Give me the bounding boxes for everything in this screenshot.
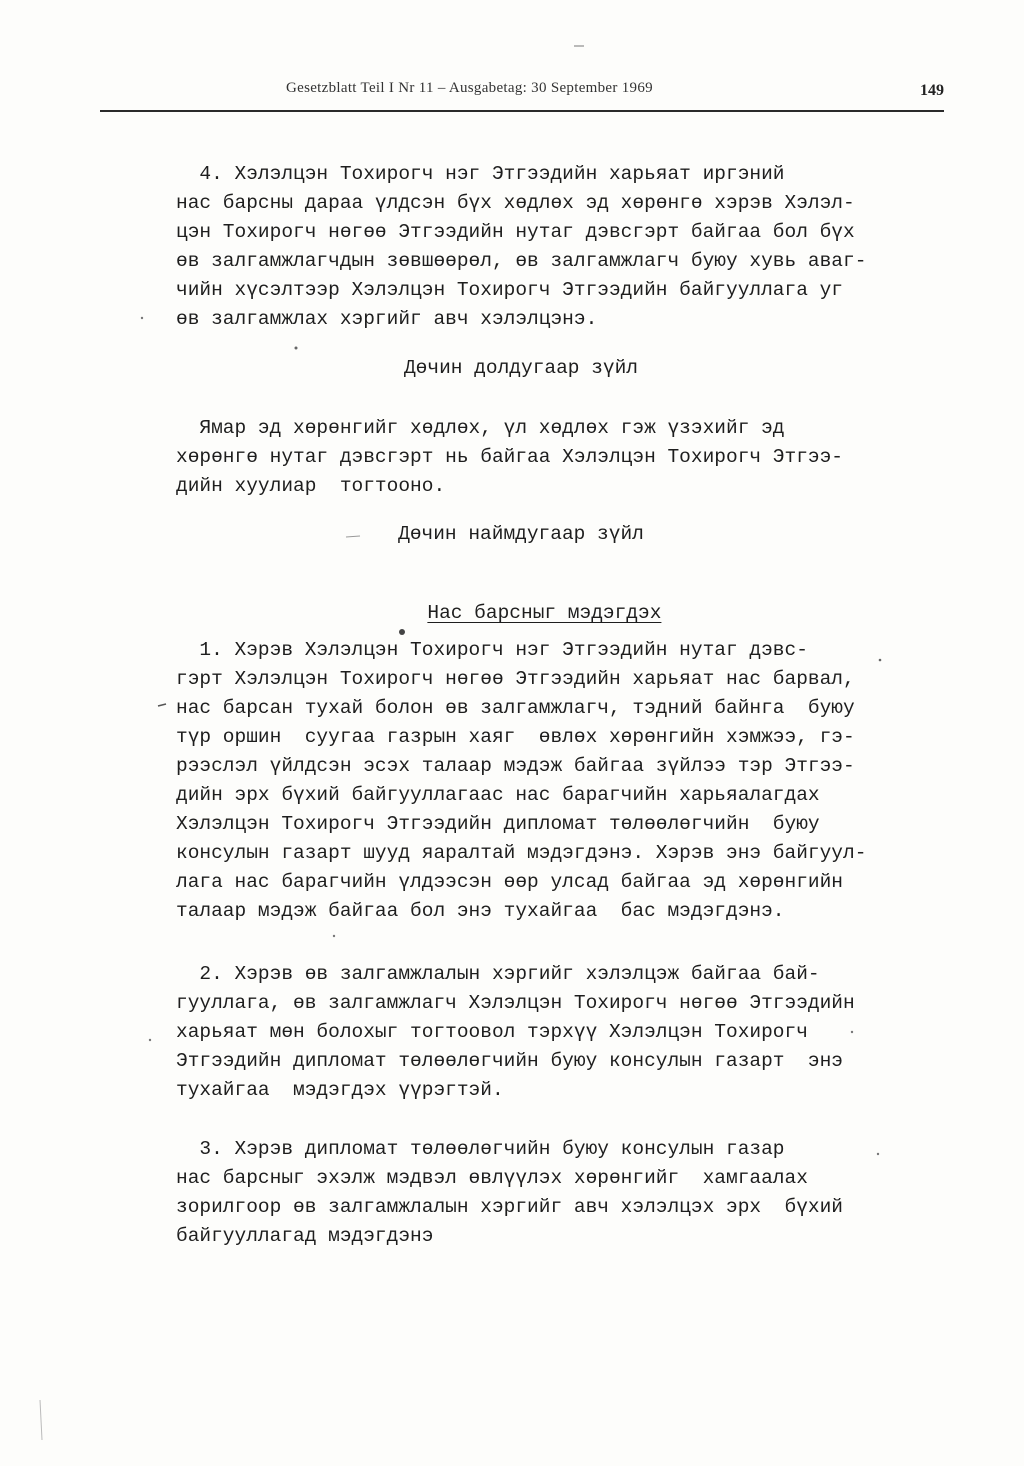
text-line: 2. Хэрэв өв залгамжлалын хэргийг хэлэлцэж байгаа бай- — [176, 963, 820, 985]
scan-speck — [879, 659, 882, 662]
article-48-point-2 — [176, 960, 866, 1105]
article-47-heading: Дөчин долдугаар зүйл — [403, 357, 639, 379]
text-line: гэрт Хэлэлцэн Тохирогч нөгөө Этгээдийн харьяат нас барвал, — [176, 668, 855, 690]
text-line: гууллага, өв залгамжлагч Хэлэлцэн Тохирогч нөгөө Этгээдийн — [176, 992, 855, 1014]
scan-speck — [877, 1153, 879, 1155]
text-line: 4. Хэлэлцэн Тохирогч нэг Этгээдийн харьяат иргэний — [176, 163, 785, 185]
text-line: байгууллагад мэдэгдэнэ — [176, 1225, 434, 1247]
text-line: нас барсны дараа үлдсэн бүх хөдлөх эд хөрөнгө хэрэв Хэлэл- — [176, 192, 855, 214]
text-line: лага нас барагчийн үлдээсэн өөр улсад байгаа эд хөрөнгийн — [176, 871, 844, 893]
scan-speck — [295, 347, 298, 350]
page-number: 149 — [920, 82, 944, 99]
text-line: өв залгамжлагчдын зөвшөөрөл, өв залгамжлагч буюу хувь аваг- — [176, 250, 867, 272]
text-line: харьяат мөн болохыг тогтоовол тэрхүү Хэлэлцэн Тохирогч — [176, 1021, 808, 1043]
text-line: Хэлэлцэн Тохирогч Этгээдийн дипломат төлөөлөгчийн буюу — [176, 813, 820, 835]
text-line: түр оршин суугаа газрын хаяг өвлөх хөрөнгийн хэмжээ, гэ- — [176, 726, 855, 748]
text-line: 1. Хэрэв Хэлэлцэн Тохирогч нэг Этгээдийн нутаг дэвс- — [176, 639, 808, 661]
text-line: дийн хуулиар тогтооно. — [176, 475, 446, 497]
scan-speck — [158, 704, 166, 706]
text-line: Ямар эд хөрөнгийг хөдлөх, үл хөдлөх гэж үзэхийг эд — [176, 417, 785, 439]
text-line: талаар мэдэж байгаа бол энэ тухайгаа бас мэдэгдэнэ. — [176, 900, 785, 922]
text-line: зорилгоор өв залгамжлалын хэргийг авч хэлэлцэх эрх бүхий — [176, 1196, 844, 1218]
text-line: дийн эрх бүхий байгууллагаас нас барагчийн харьяалагдах — [176, 784, 820, 806]
subtitle-text: Нас барсныг мэдэгдэх — [427, 602, 662, 624]
article-47-body — [176, 414, 866, 501]
text-line: нас барсныг эхэлж мэдвэл өвлүүлэх хөрөнгийг хамгаалах — [176, 1167, 808, 1189]
article-48-point-1 — [176, 636, 866, 926]
text-line: хөрөнгө нутаг дэвсгэрт нь байгаа Хэлэлцэн Тохирогч Этгээ- — [176, 446, 844, 468]
text-line: Этгээдийн дипломат төлөөлөгчийн буюу консулын газарт энэ — [176, 1050, 844, 1072]
text-line: нас барсан тухай болон өв залгамжлагч, тэдний байнга буюу — [176, 697, 855, 719]
article-48-subtitle — [176, 570, 866, 624]
scan-speck — [40, 1400, 42, 1440]
text-line: тухайгаа мэдэгдэх үүрэгтэй. — [176, 1079, 504, 1101]
paragraph-4 — [176, 160, 866, 334]
text-line: рээслэл үйлдсэн эсэх талаар мэдэж байгаа зүйлээ тэр Этгээ- — [176, 755, 855, 777]
scan-speck — [333, 935, 335, 937]
text-line: 3. Хэрэв дипломат төлөөлөгчийн буюу консулын газар — [176, 1138, 785, 1160]
article-48-point-3 — [176, 1135, 866, 1251]
header-title: Gesetzblatt Teil I Nr 11 – Ausgabetag: 30 September 1969 — [286, 80, 653, 96]
article-48-heading: Дөчин наймдугаар зүйл — [398, 523, 644, 545]
scan-speck — [399, 629, 405, 635]
page-header — [100, 76, 944, 112]
text-line: чийн хүсэлтээр Хэлэлцэн Тохирогч Этгээдийн байгууллага уг — [176, 279, 844, 301]
text-line: консулын газарт шууд яаралтай мэдэгдэнэ. Хэрэв энэ байгуул- — [176, 842, 867, 864]
text-line: цэн Тохирогч нөгөө Этгээдийн нутаг дэвсгэрт байгаа бол бүх — [176, 221, 855, 243]
text-line: өв залгамжлах хэргийг авч хэлэлцэнэ. — [176, 308, 598, 330]
scan-speck — [141, 317, 143, 319]
scan-speck — [149, 1039, 151, 1041]
